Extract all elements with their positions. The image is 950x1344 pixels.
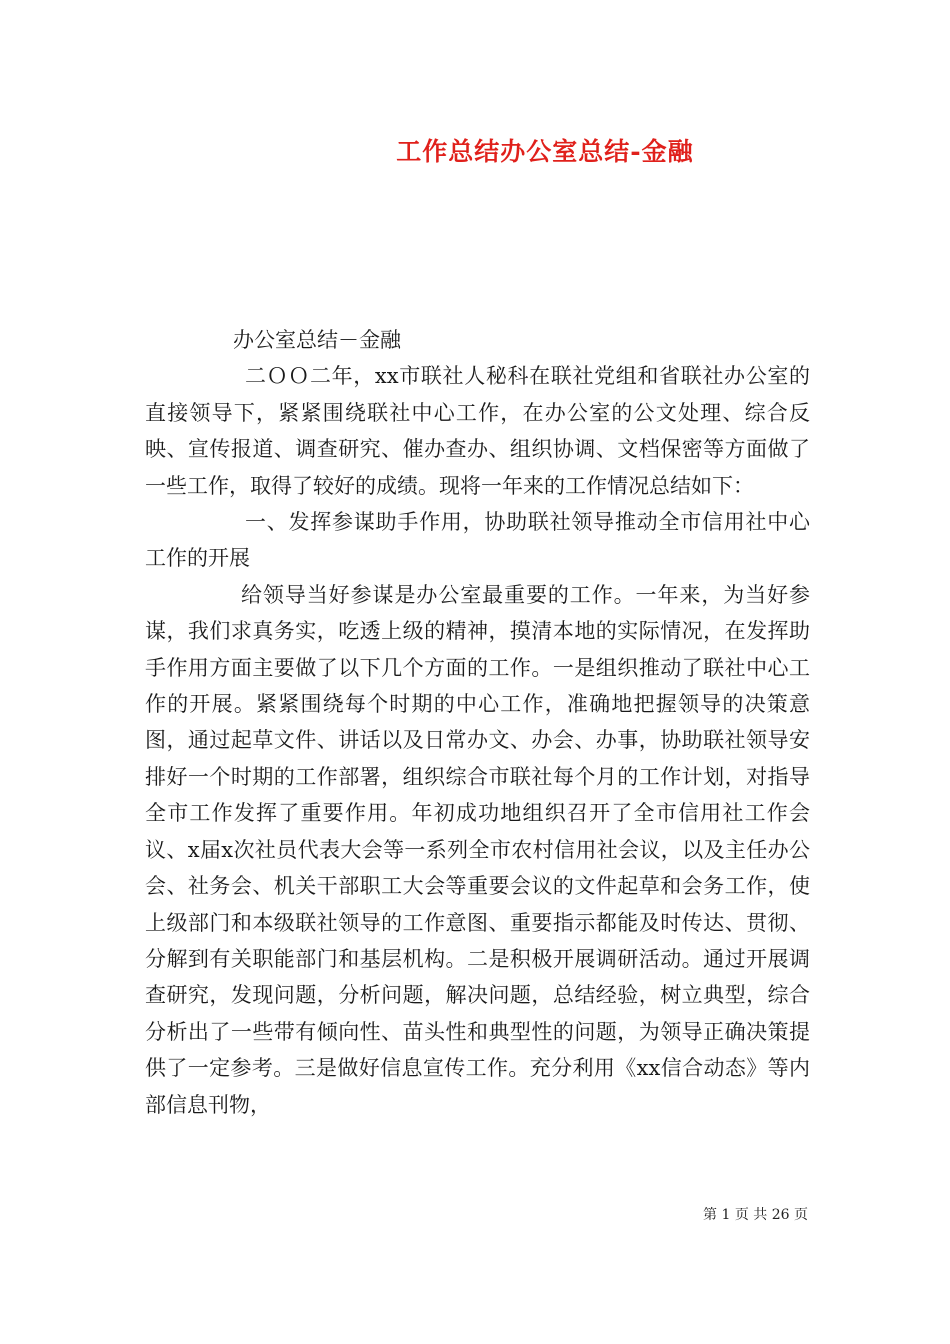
document-subtitle: 办公室总结－金融: [233, 328, 401, 352]
page-number-footer: 第 1 页 共 26 页: [703, 1207, 808, 1223]
document-title: 工作总结办公室总结-金融: [396, 137, 694, 166]
document-body: [145, 322, 810, 1123]
section-heading-1: 一、发挥参谋助手作用，协助联社领导推动全市信用社中心工作的开展: [145, 510, 810, 571]
paragraph-intro: 二ＯＯ二年，xx市联社人秘科在联社党组和省联社办公室的直接领导下，紧紧围绕联社中心工作，在办公室的公文处理、综合反映、宣传报道、调查研究、催办查办、组织协调、文档保密等方面做了一些工作，取得了较好的成绩。现将一年来的工作情况总结如下：: [145, 364, 810, 498]
paragraph-section-1: 给领导当好参谋是办公室最重要的工作。一年来，为当好参谋，我们求真务实，吃透上级的精神，摸清本地的实际情况，在发挥助手作用方面主要做了以下几个方面的工作。一是组织推动了联社中心工作的开展。紧紧围绕每个时期的中心工作，准确地把握领导的决策意图，通过起草文件、讲话以及日常办文、办会、办事，协助联社领导安排好一个时期的工作部署，组织综合市联社每个月的工作计划，对指导全市工作发挥了重要作用。年初成功地组织召开了全市信用社工作会议、x届x次社员代表大会等一系列全市农村信用社会议，以及主任办公会、社务会、机关干部职工大会等重要会议的文件起草和会务工作，使上级部门和本级联社领导的工作意图、重要指示都能及时传达、贯彻、分解到有关职能部门和基层机构。二是积极开展调研活动。通过开展调查研究，发现问题，分析问题，解决问题，总结经验，树立典型，综合分析出了一些带有倾向性、苗头性和典型性的问题，为领导正确决策提供了一定参考。三是做好信息宣传工作。充分利用《xx信合动态》等内部信息刊物，: [145, 582, 810, 1117]
